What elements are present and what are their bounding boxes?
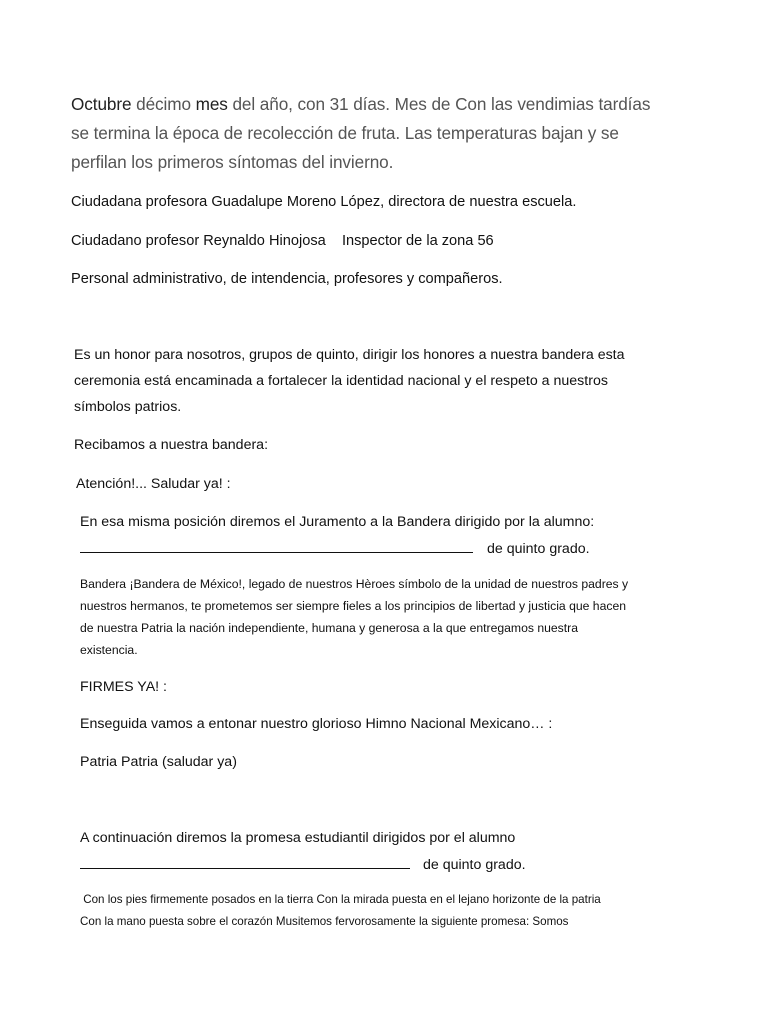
oath-intro-line: En esa misma posición diremos el Juramento a la Bandera dirigido por la alumno: bbox=[80, 514, 595, 530]
greeting-inspector: Ciudadano profesor Reynaldo Hinojosa Inspector de la zona 56 bbox=[71, 233, 494, 249]
oath-text-line-3: de nuestra Patria la nación independiente, humana y generosa a la que entregamos nuestra bbox=[80, 621, 578, 635]
oath-text-line-1: Bandera ¡Bandera de México!, legado de nuestros Hèroes símbolo de la unidad de nuestros padres y bbox=[80, 577, 629, 591]
promise-text-line-2: Con la mano puesta sobre el corazón Musitemos fervorosamente la siguiente promesa: Somos bbox=[80, 915, 569, 928]
receive-flag-line: Recibamos a nuestra bandera: bbox=[74, 437, 269, 453]
greeting-directora: Ciudadana profesora Guadalupe Moreno López, directora de nuestra escuela. bbox=[71, 194, 577, 210]
attention-line: Atención!... Saludar ya! : bbox=[76, 476, 231, 492]
oath-grade-text: de quinto grado. bbox=[487, 541, 590, 557]
promise-grade-text: de quinto grado. bbox=[423, 857, 526, 873]
promise-text-line-1: Con los pies firmemente posados en la tierra Con la mirada puesta en el lejano horizonte de la patria bbox=[80, 893, 601, 906]
oath-text-line-4: existencia. bbox=[80, 643, 138, 657]
intro-text: décimo bbox=[131, 94, 196, 114]
anthem-line: Enseguida vamos a entonar nuestro glorioso Himno Nacional Mexicano… : bbox=[80, 716, 553, 732]
firmes-line: FIRMES YA! : bbox=[80, 679, 167, 695]
patria-line: Patria Patria (saludar ya) bbox=[80, 754, 237, 770]
honor-line-3: símbolos patrios. bbox=[74, 399, 182, 415]
intro-month-word: Octubre bbox=[71, 94, 132, 114]
oath-text-line-2: nuestros hermanos, te prometemos ser siempre fieles a los principios de libertad y justicia que hacen bbox=[80, 599, 626, 613]
name-blank-line bbox=[80, 539, 473, 553]
intro-text: del año, con 31 días. Mes de Con las vendimias tardías bbox=[227, 94, 651, 114]
intro-line-2: se termina la época de recolección de fruta. Las temperaturas bajan y se bbox=[71, 123, 619, 143]
oath-name-line bbox=[80, 539, 590, 557]
promise-name-line bbox=[80, 855, 526, 873]
honor-line-2: ceremonia está encaminada a fortalecer la identidad nacional y el respeto a nuestros bbox=[74, 373, 608, 389]
intro-line-3: perfilan los primeros síntomas del invierno. bbox=[71, 152, 394, 172]
name-blank-line bbox=[80, 855, 410, 869]
intro-line-1 bbox=[71, 94, 650, 115]
promise-intro-line: A continuación diremos la promesa estudiantil dirigidos por el alumno bbox=[80, 830, 516, 846]
honor-line-1: Es un honor para nosotros, grupos de quinto, dirigir los honores a nuestra bandera esta bbox=[74, 347, 625, 363]
intro-mes-word: mes bbox=[195, 94, 228, 114]
greeting-personal: Personal administrativo, de intendencia, profesores y compañeros. bbox=[71, 271, 503, 287]
